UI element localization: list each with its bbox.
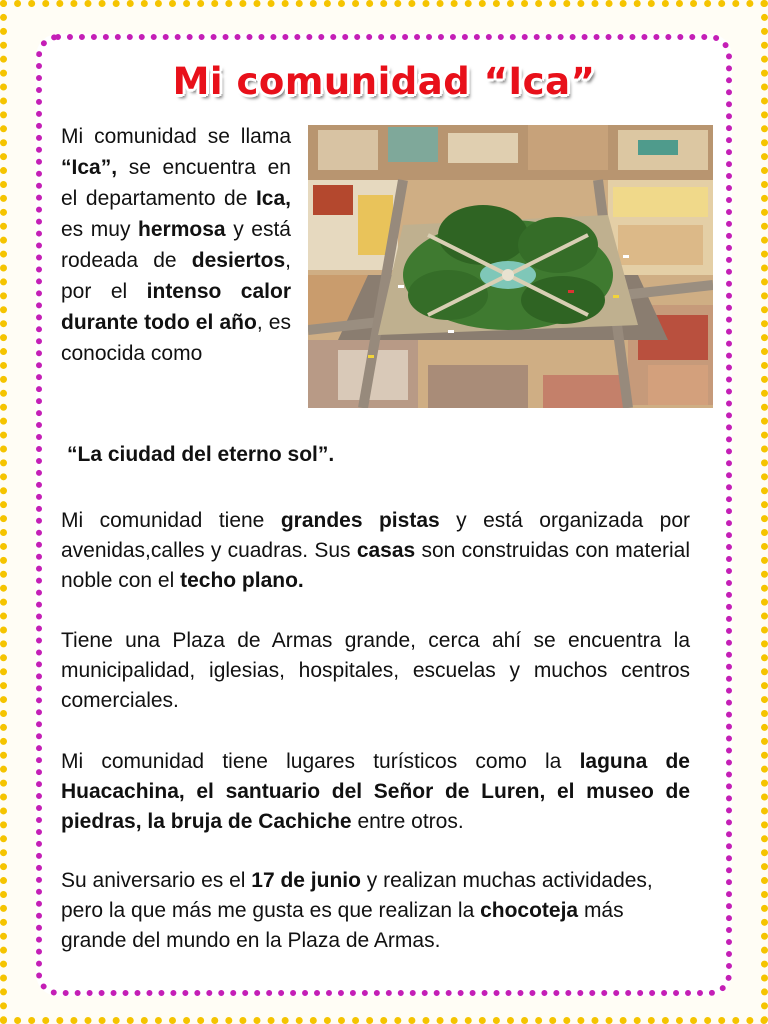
paragraph-tourism — [61, 747, 690, 837]
intro-text-4: y está rodeada de — [61, 218, 291, 272]
p3-text-1: Mi comunidad tiene lugares turísticos como la — [61, 750, 580, 773]
p4-bold-1: 17 de junio — [251, 869, 361, 892]
p1-bold-3: techo plano. — [180, 569, 304, 592]
paragraph-plaza — [61, 626, 690, 716]
paragraph-streets — [61, 506, 690, 596]
intro-bold-4: desiertos — [191, 249, 286, 272]
intro-bold-3: hermosa — [138, 218, 226, 241]
p1-text-1: Mi comunidad tiene — [61, 509, 281, 532]
intro-paragraph — [61, 121, 291, 369]
intro-bold-2: Ica, — [255, 187, 291, 210]
intro-text-1: Mi comunidad se llama — [61, 125, 291, 148]
plaza-aerial-photo — [308, 125, 713, 408]
p1-text-3: son construidas con material noble con el — [61, 539, 691, 592]
slogan: “La ciudad del eterno sol”. — [67, 443, 335, 466]
intro-bold-1: “Ica”, — [61, 156, 118, 179]
intro-text-6: , es conocida como — [61, 311, 291, 365]
p4-bold-2: chocoteja — [480, 899, 579, 922]
plaza-photo-illustration — [308, 125, 713, 408]
p3-bold-1: laguna de Huacachina, el santuario del Señor de Luren, el museo de piedras, la bruja de Cachiche — [61, 750, 690, 833]
p1-bold-1: grandes pistas — [280, 509, 440, 532]
p2-text-1: Tiene una Plaza de Armas grande, cerca ahí se encuentra la municipalidad, iglesias, hospitales, escuelas y muchos centros comerciales. — [61, 629, 690, 712]
p1-text-2: y está organizada por avenidas,calles y cuadras. Sus — [61, 509, 690, 562]
p4-text-1: Su aniversario es el — [61, 869, 252, 892]
intro-text-3: es muy — [61, 218, 139, 241]
paragraph-anniversary — [61, 866, 690, 956]
intro-bold-5: intenso calor durante todo el año — [61, 280, 291, 334]
intro-text-5: , por el — [61, 249, 291, 303]
p4-text-2: y realizan muchas actividades, pero la que más me gusta es que realizan la — [61, 869, 653, 922]
intro-text-2: se encuentra en el departamento de — [61, 156, 291, 210]
p1-bold-2: casas — [356, 539, 416, 562]
p4-text-3: más grande del mundo en la Plaza de Armas. — [61, 899, 624, 952]
p3-text-2: entre otros. — [351, 810, 464, 833]
page-title: Mi comunidad “Ica” — [172, 60, 596, 103]
